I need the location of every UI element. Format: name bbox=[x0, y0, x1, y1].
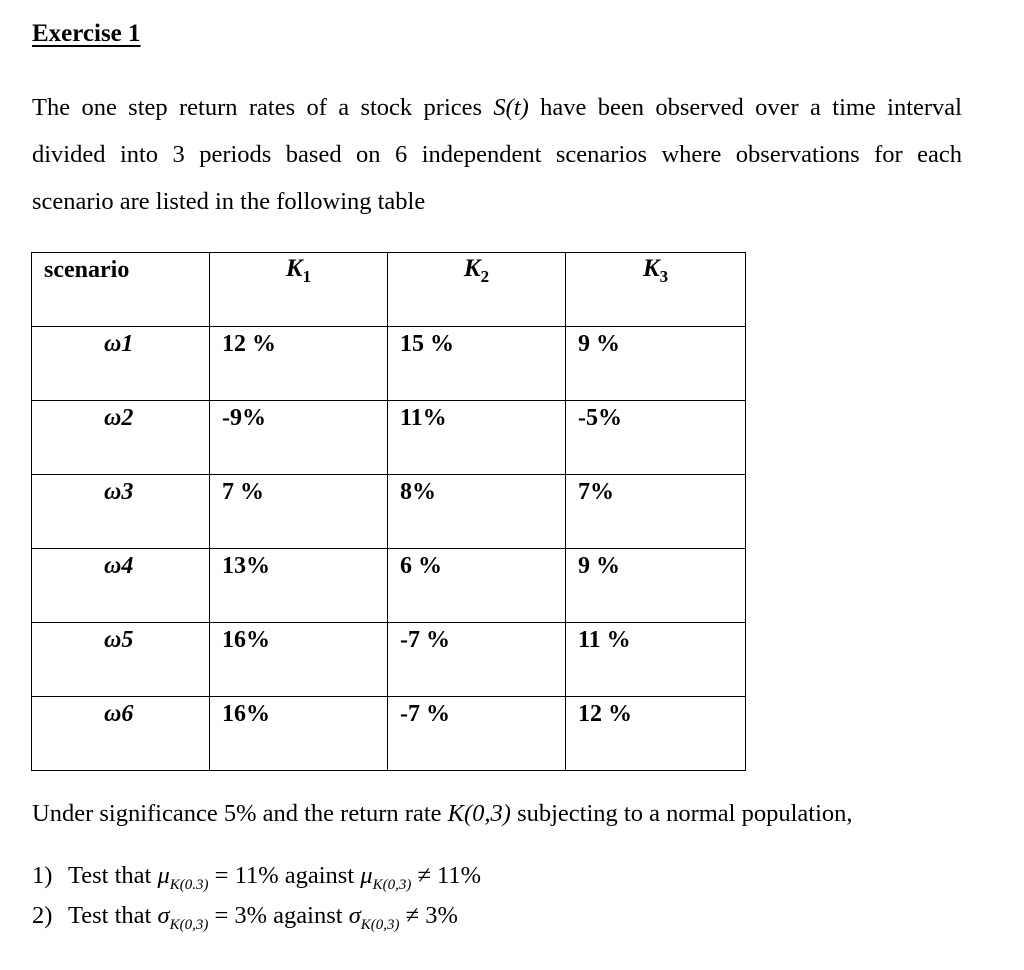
k2-cell: 11% bbox=[388, 401, 566, 475]
scenario-cell: ω4 bbox=[32, 549, 210, 623]
k3-cell: 11 % bbox=[566, 623, 746, 697]
table-row bbox=[32, 549, 746, 623]
header-scenario: scenario bbox=[32, 253, 210, 327]
k3-cell: 12 % bbox=[566, 697, 746, 771]
table-row bbox=[32, 401, 746, 475]
k2-cell: 8% bbox=[388, 475, 566, 549]
header-k3: $K_3$ bbox=[566, 253, 746, 327]
scenario-cell: ω2 bbox=[32, 401, 210, 475]
k1-cell: 7 % bbox=[210, 475, 388, 549]
table-header-row bbox=[32, 253, 746, 327]
k3-cell: -5% bbox=[566, 401, 746, 475]
return-rate-symbol: K(0,3) bbox=[447, 800, 511, 827]
header-k2: $K_2$ bbox=[388, 253, 566, 327]
scenario-cell: ω5 bbox=[32, 623, 210, 697]
scenario-cell: ω1 bbox=[32, 327, 210, 401]
table-row bbox=[32, 475, 746, 549]
k1-cell: -9% bbox=[210, 401, 388, 475]
returns-table bbox=[31, 252, 746, 771]
exercise-title: Exercise 1 bbox=[32, 20, 141, 47]
stock-price-symbol: S(t) bbox=[493, 94, 529, 121]
table-row bbox=[32, 327, 746, 401]
k2-cell: -7 % bbox=[388, 697, 566, 771]
intro-paragraph bbox=[32, 84, 962, 225]
k1-cell: 12 % bbox=[210, 327, 388, 401]
k1-cell: 16% bbox=[210, 623, 388, 697]
question-text: Under significance 5% and the return rate K(0,3) subjecting to a normal population, bbox=[32, 800, 853, 827]
task-item-1: 1) Test that $\mu_{K(0.3)} = 11\%$ against $\mu_{K(0,3)} \ne 11\%$ bbox=[32, 862, 482, 893]
intro-line-1: The one step return rates of a stock prices S(t) have been observed over a time interval bbox=[32, 94, 962, 121]
k2-cell: 15 % bbox=[388, 327, 566, 401]
k1-cell: 16% bbox=[210, 697, 388, 771]
k1-cell: 13% bbox=[210, 549, 388, 623]
task-item-2: 2) Test that $\sigma_{K(0,3)} = 3\%$ against $\sigma_{K(0,3)} \ne 3\%$ bbox=[32, 902, 458, 933]
scenario-cell: ω3 bbox=[32, 475, 210, 549]
header-k1: $K_1$ bbox=[210, 253, 388, 327]
k2-cell: 6 % bbox=[388, 549, 566, 623]
task-list bbox=[32, 862, 481, 942]
k3-cell: 9 % bbox=[566, 549, 746, 623]
k3-cell: 9 % bbox=[566, 327, 746, 401]
k3-cell: 7% bbox=[566, 475, 746, 549]
table-row bbox=[32, 697, 746, 771]
scenario-cell: ω6 bbox=[32, 697, 210, 771]
table-row bbox=[32, 623, 746, 697]
intro-line-2: divided into 3 periods based on 6 independent scenarios where observations for each bbox=[32, 141, 962, 168]
k2-cell: -7 % bbox=[388, 623, 566, 697]
intro-line-3: scenario are listed in the following table bbox=[32, 188, 426, 215]
